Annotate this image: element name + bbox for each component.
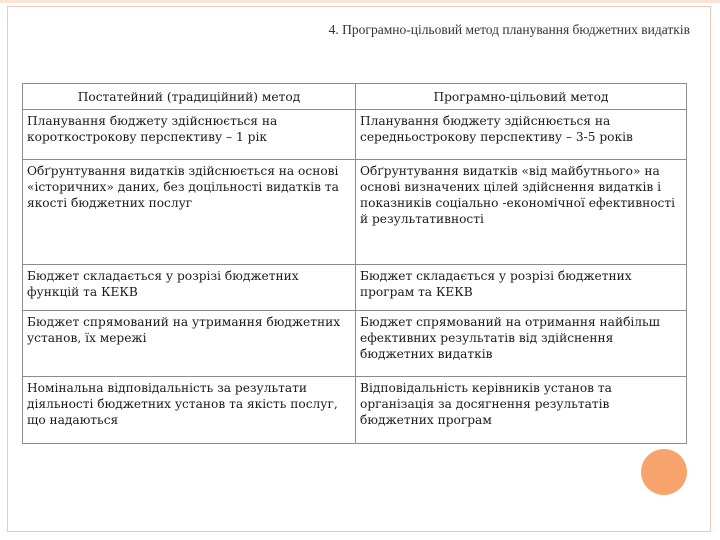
- top-accent-bar: [0, 0, 720, 3]
- table-cell: Номінальна відповідальність за результати діяльності бюджетних установ та якість послуг, що надаються: [23, 377, 356, 444]
- table-cell: Бюджет спрямований на утримання бюджетних установ, їх мережі: [23, 311, 356, 377]
- decorative-circle: [641, 449, 687, 495]
- table-header-row: [23, 84, 687, 110]
- table-cell: Бюджет складається у розрізі бюджетних функцій та КЕКВ: [23, 265, 356, 311]
- table-cell: Планування бюджету здійснюється на короткострокову перспективу – 1 рік: [23, 110, 356, 160]
- comparison-table: [22, 83, 687, 444]
- table-cell: Планування бюджету здійснюється на середньострокову перспективу – 3-5 років: [356, 110, 687, 160]
- table-row: [23, 311, 687, 377]
- table-row: [23, 377, 687, 444]
- table-row: [23, 265, 687, 311]
- table-cell: Обґрунтування видатків «від майбутнього» на основі визначених цілей здійснення видатків і показників соціально -економічної ефективності й результативності: [356, 160, 687, 265]
- header-program-method: Програмно-цільовий метод: [356, 84, 687, 110]
- slide-title: 4. Програмно-цільовий метод планування бюджетних видатків: [328, 22, 690, 37]
- table-cell: Бюджет спрямований на отримання найбільш ефективних результатів від здійснення бюджетних видатків: [356, 311, 687, 377]
- table-cell: Бюджет складається у розрізі бюджетних програм та КЕКВ: [356, 265, 687, 311]
- table-row: [23, 110, 687, 160]
- table-cell: Відповідальність керівників установ та організація за досягнення результатів бюджетних програм: [356, 377, 687, 444]
- table-cell: Обґрунтування видатків здійснюється на основі «історичних» даних, без доцільності видатків та якості бюджетних послуг: [23, 160, 356, 265]
- header-traditional-method: Постатейний (традиційний) метод: [23, 84, 356, 110]
- table-row: [23, 160, 687, 265]
